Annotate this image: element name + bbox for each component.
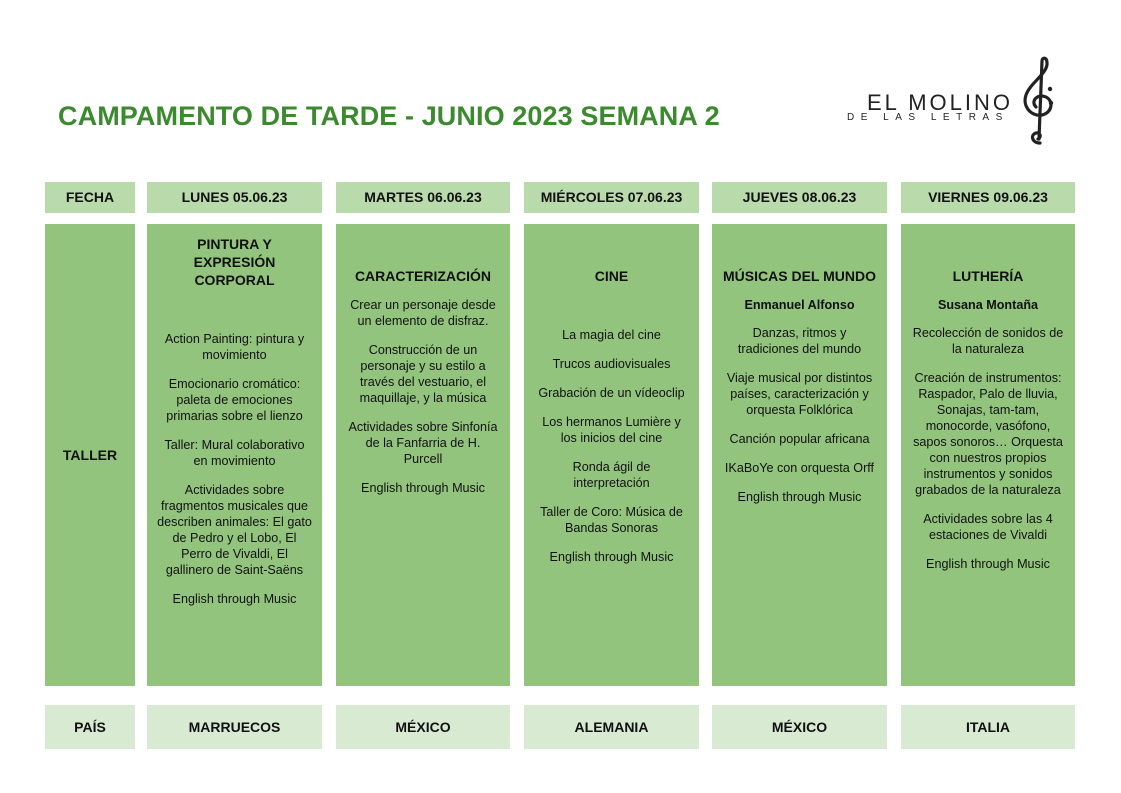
header-day-1: LUNES 05.06.23 xyxy=(147,182,322,213)
activity-item: English through Music xyxy=(926,557,1050,571)
activity-item: La magia del cine xyxy=(562,328,661,342)
activity-item: Actividades sobre fragmentos musicales que describen animales: El gato de Pedro y el Lobo, El Perro de Vivaldi, El gallinero de Saint-Saëns xyxy=(157,483,312,577)
workshop-cell-4 xyxy=(712,224,887,686)
activity-item: English through Music xyxy=(549,550,674,564)
activity-item: Creación de instrumentos: Raspador, Palo de lluvia, Sonajas, tam-tam, monocorde, vasófono, sapos sonoros… Orquesta con nuestros propios instrumentos y sonidos grabados de la naturaleza xyxy=(913,371,1063,497)
activity-item: Taller de Coro: Música de Bandas Sonoras xyxy=(540,505,683,535)
activity-item: Emocionario cromático: paleta de emociones primarias sobre el lienzo xyxy=(166,377,303,423)
activity-item: Ronda ágil de interpretación xyxy=(572,460,651,490)
activity-item: Danzas, ritmos y tradiciones del mundo xyxy=(737,326,862,356)
header-day-2: MARTES 06.06.23 xyxy=(336,182,510,213)
workshop-cell-1 xyxy=(147,224,322,686)
course-title: MÚSICAS DEL MUNDO xyxy=(723,268,876,284)
logo-line2: DE LAS LETRAS xyxy=(847,112,1009,123)
country-day-3: ALEMANIA xyxy=(524,705,699,749)
course-title: CARACTERIZACIÓN xyxy=(354,268,492,284)
activity-item: Actividades sobre las 4 estaciones de Vivaldi xyxy=(923,512,1053,542)
activity-item: English through Music xyxy=(361,481,485,495)
activity-item: Viaje musical por distintos países, caracterización y orquesta Folklórica xyxy=(726,371,873,417)
activity-item: Trucos audiovisuales xyxy=(552,357,671,371)
workshop-cell-5 xyxy=(901,224,1075,686)
header-date-label: FECHA xyxy=(45,182,135,213)
activity-item: Construcción de un personaje y su estilo a través del vestuario, el maquillaje, y la música xyxy=(359,343,487,405)
activity-item: Recolección de sonidos de la naturaleza xyxy=(912,326,1064,356)
country-day-2: MÉXICO xyxy=(336,705,510,749)
activity-item: Crear un personaje desde un elemento de disfraz. xyxy=(350,298,496,328)
treble-clef-icon xyxy=(1020,55,1060,147)
activity-item: Grabación de un vídeoclip xyxy=(538,386,685,400)
activity-item: Taller: Mural colaborativo en movimiento xyxy=(164,438,305,468)
country-day-5: ITALIA xyxy=(901,705,1075,749)
country-label: PAÍS xyxy=(45,705,135,749)
page-title: CAMPAMENTO DE TARDE - JUNIO 2023 SEMANA 2 xyxy=(58,101,720,131)
course-title: CINE xyxy=(594,268,629,284)
workshop-label-text: TALLER xyxy=(62,447,118,463)
activity-item: Los hermanos Lumière y los inicios del cine xyxy=(542,415,681,445)
activity-item: Action Painting: pintura y movimiento xyxy=(164,332,305,362)
header-day-3: MIÉRCOLES 07.06.23 xyxy=(524,182,699,213)
course-title: LUTHERÍA xyxy=(952,268,1024,284)
workshop-cell-3 xyxy=(524,224,699,686)
activity-item: English through Music xyxy=(172,592,297,606)
activity-item: Canción popular africana xyxy=(729,432,870,446)
course-title: PINTURA Y EXPRESIÓN CORPORAL xyxy=(193,236,276,288)
activity-item: Actividades sobre Sinfonía de la Fanfarria de H. Purcell xyxy=(348,420,498,466)
header-day-5: VIERNES 09.06.23 xyxy=(901,182,1075,213)
logo xyxy=(845,55,1065,150)
teacher-name: Susana Montaña xyxy=(937,298,1039,312)
activity-item: English through Music xyxy=(737,490,862,504)
header-day-4: JUEVES 08.06.23 xyxy=(712,182,887,213)
logo-line1: EL MOLINO xyxy=(867,90,1013,115)
teacher-name: Enmanuel Alfonso xyxy=(744,298,855,312)
activity-item: IKaBoYe con orquesta Orff xyxy=(724,461,875,475)
workshop-label xyxy=(45,224,135,686)
workshop-cell-2 xyxy=(336,224,510,686)
country-day-4: MÉXICO xyxy=(712,705,887,749)
country-day-1: MARRUECOS xyxy=(147,705,322,749)
